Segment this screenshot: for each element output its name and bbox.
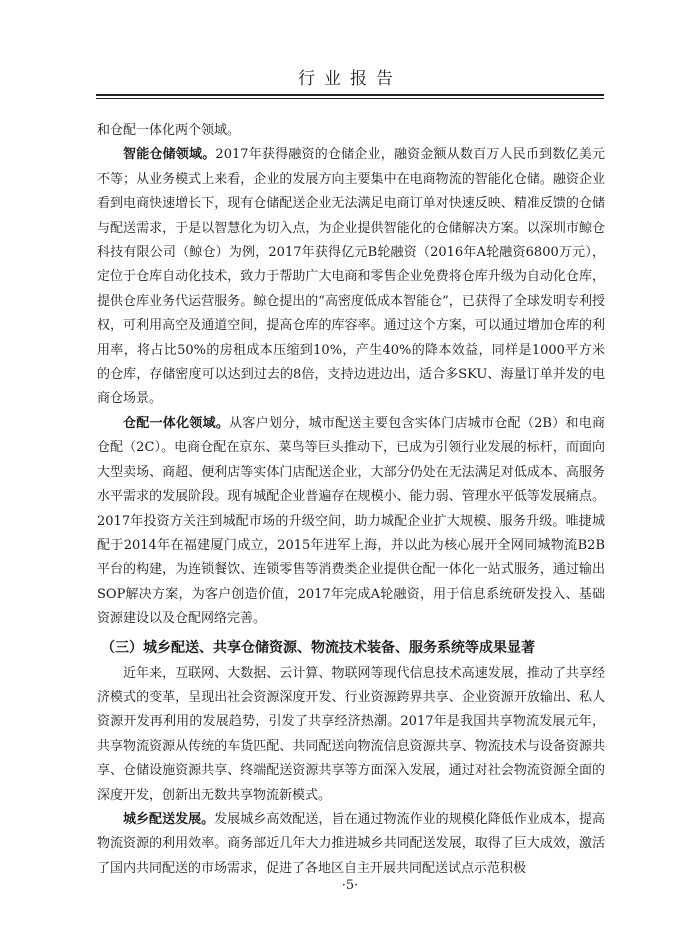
running-header: 行业报告 [298,69,402,89]
paragraph-keyword: 城乡配送发展。 [123,811,215,827]
body-text [97,119,605,881]
paragraph-smart-warehousing: 智能仓储领域。2017年获得融资的仓储企业，融资金额从数百万人民币到数亿美元不等；从业务模式上来看，企业的发展方向主要集中在电商物流的智能化仓储。融资企业看到电商快速增长下，现有仓储配送企业无法满足电商订单对快速反映、精准反馈的仓储与配送需求，于是以智慧化为切入点，为企业提供智能化的仓储解决方案。以深圳市鲸仓科技有限公司（鲸仓）为例，2017年获得亿元B轮融资（2016年A轮融资6800万元），定位于仓库自动化技术，致力于帮助广大电商和零售企业免费将仓库升级为自动化仓库，提供仓库业务代运营服务。鲸仓提出的“高密度低成本智能仓”，已获得了全球发明专利授权，可利用高空及通道空间，提高仓库的库容率。通过这个方案，可以通过增加仓库的利用率，将占比50%的房租成本压缩到10%，产生40%的降本效益，同样是1000平方米的仓库，存储密度可以达到过去的8倍，支持边进边出，适合多SKU、海量订单并发的电商仓场景。 [97,147,605,407]
paragraph-keyword: 仓配一体化领域。 [123,415,230,431]
paragraph-keyword: 智能仓储领域。 [123,147,216,163]
continuation-paragraph: 和仓配一体化两个领域。 [97,123,241,138]
paragraph-integrated-warehousing-distribution: 仓配一体化领域。从客户划分，城市配送主要包含实体门店城市仓配（2B）和电商仓配（2C）。电商仓配在京东、菜鸟等巨头推动下，已成为引领行业发展的标杆，而面向大型卖场、商超、便利店等实体门店配送企业，大部分仍处在无法满足对低成本、高服务水平需求的发展阶段。现有城配企业普遍存在规模小、能力弱、管理水平低等发展痛点。2017年投资方关注到城配市场的升级空间，助力城配企业扩大规模、服务升级。唯捷城配于2014年在福建厦门成立，2015年进军上海，并以此为核心展开全网同城物流B2B平台的构建，为连锁餐饮、连锁零售等消费类企业提供仓配一体化一站式服务，通过输出SOP解决方案，为客户创造价值，2017年完成A轮融资，用于信息系统研发投入、基础资源建设以及仓配网络完善。 [97,415,605,627]
page-number: ·5· [341,878,359,893]
section-heading: （三）城乡配送、共享仓储资源、物流技术装备、服务系统等成果显著 [101,639,535,656]
header-rule-thick [96,94,604,96]
paragraph-sharing-economy: 近年来，互联网、大数据、云计算、物联网等现代信息技术高速发展，推动了共享经济模式的变革，呈现出社会资源深度开发、行业资源跨界共享、企业资源开放输出、私人资源开发再利用的发展趋势，引发了共享经济热潮。2017年是我国共享物流发展元年，共享物流资源从传统的车货匹配、共同配送向物流信息资源共享、物流技术与设备资源共享、仓储设施资源共享、终端配送资源共享等方面深入发展，通过对社会物流资源全面的深度开发，创新出无数共享物流新模式。 [97,665,605,803]
paragraph-urban-rural-distribution: 城乡配送发展。发展城乡高效配送，旨在通过物流作业的规模化降低作业成本，提高物流资源的利用效率。商务部近几年大力推进城乡共同配送发展，取得了巨大成效，激活了国内共同配送的市场需求，促进了各地区自主开展共同配送试点示范积极 [97,811,605,876]
header-rule-thin [96,98,604,99]
